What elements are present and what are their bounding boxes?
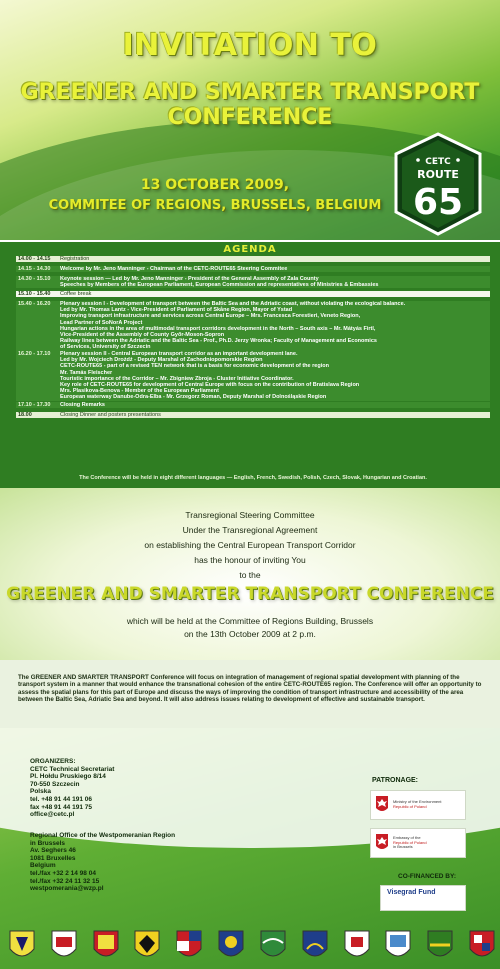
agenda-line: Vice-President of the Assembly of County Győr-Moson-Sopron: [60, 332, 225, 339]
agenda-line: Speeches by Members of the European Parliament, European Commission and representatives of Ministries & Embassies: [60, 282, 379, 289]
agenda-description: [58, 276, 490, 288]
invitation-section: [0, 488, 500, 660]
agenda-row: [16, 256, 490, 262]
logo-cetc-text: CETC: [425, 157, 451, 167]
agenda-line: Closing Remarks: [60, 402, 105, 408]
header-banner: [0, 0, 500, 240]
patron-ministry: [370, 790, 466, 820]
organizers-heading: ORGANIZERS:: [30, 758, 76, 765]
agenda-line: Coffee break: [60, 291, 92, 297]
invitation-line-2: Under the Transregional Agreement: [182, 525, 318, 535]
agenda-description: [58, 402, 490, 408]
patron-ministry-line2: Republic of Poland: [393, 804, 427, 809]
polish-eagle-icon: [375, 795, 389, 815]
organizer-line: Polska: [30, 788, 51, 796]
agenda-line: Railway lines between the Adriatic and the Baltic Sea - Prof., Ph.D. Jerzy Wronka; Faculty of Management and Economics: [60, 338, 377, 345]
agenda-line: Plenary session I - Development of transport between the Baltic Sea and the Adriatic coast, without violating the ecological balance.: [60, 301, 406, 307]
cofinanced-heading: CO-FINANCED BY:: [398, 873, 457, 880]
organizer-line: tel. +48 91 44 191 06: [30, 795, 92, 803]
agenda-time: 14.00 - 14.15: [18, 256, 51, 262]
logo-number-text: 65: [412, 182, 464, 223]
crest-icon: [175, 929, 203, 963]
regional-line: tel./fax +32 24 11 32 15: [30, 877, 100, 885]
event-date: 13 OCTOBER 2009,: [140, 177, 290, 193]
agenda-time: 18.00: [18, 412, 32, 418]
invitation-line-4: has the honour of inviting You: [194, 555, 306, 565]
agenda-line: Lead Partner of SoNorA Project: [60, 319, 143, 326]
agenda-row: [16, 402, 490, 408]
agenda-line: Led by Mr. Thomas Lantz - Vice-President of Parliament of Skåne Region, Mayor of Ystad: [60, 307, 293, 314]
crest-icon: [92, 929, 120, 963]
organizer-email: office@cetc.pl: [30, 811, 75, 819]
crest-icon: [50, 929, 78, 963]
agenda-line: Hungarian actions in the area of multimodal transport corridors development in the North – South axis – Mr. Mátyás Firtl,: [60, 325, 376, 332]
agenda-line: Mrs. Plasikova-Benova - Member of the European Parliament: [60, 388, 219, 395]
agenda-time: 15.40 - 16.20: [18, 301, 51, 307]
title-line-2: GREENER AND SMARTER TRANSPORT CONFERENCE: [20, 80, 480, 130]
agenda-title: AGENDA: [223, 244, 277, 255]
agenda-description: [58, 412, 490, 418]
organizers-block: [30, 758, 114, 819]
regional-line: Av. Seghers 46: [30, 847, 76, 855]
invitation-conference-title: GREENER AND SMARTER TRANSPORT CONFERENCE: [6, 584, 494, 604]
agenda-description: [58, 291, 490, 297]
regional-line: Belgium: [30, 862, 56, 870]
organizer-line: 70-550 Szczecin: [30, 780, 80, 788]
agenda-section: [0, 242, 500, 488]
invitation-line-7: on the 13th October 2009 at 2 p.m.: [184, 629, 316, 639]
crest-icon: [133, 929, 161, 963]
language-note: The Conference will be held in eight different languages — English, French, Swedish, Polish, Czech, Slovak, Hungarian and Croatian.: [79, 475, 427, 481]
agenda-line: Closing Dinner and posters presentations: [60, 412, 161, 418]
agenda-line: Keynote session — Led by Mr. Jeno Manninger - President of the General Assembly of Zala County: [60, 276, 319, 282]
agenda-line: Welcome by Mr. Jeno Manninger - Chairman of the CETC-ROUTE65 Steering Commitee: [60, 266, 288, 272]
crest-icon: [301, 929, 329, 963]
regional-line: Regional Office of the Westpomeranian Region: [30, 832, 176, 839]
visegrad-fund-logo: [380, 885, 466, 911]
route65-logo: [388, 132, 488, 236]
crest-icon: [259, 929, 287, 963]
patron-embassy: [370, 828, 466, 858]
agenda-line: Mr. Tamás Fleischer: [60, 369, 113, 376]
agenda-row: [16, 351, 490, 401]
invitation-line-6: which will be held at the Committee of Regions Building, Brussels: [126, 616, 374, 626]
agenda-line: Touristic importance of the Corridor – Mr. Zbigniew Zbroja - Cluster Initiative Coordinator.: [60, 375, 294, 382]
patron-embassy-line2: Republic of Poland: [393, 839, 427, 845]
agenda-line: Key role of CETC-ROUTE65 for development of Central Europe with focus on the contribution of Bratislava Region: [60, 382, 360, 389]
crest-icon: [468, 929, 496, 963]
agenda-description: [58, 256, 490, 262]
crest-icon: [343, 929, 371, 963]
invitation-line-1: Transregional Steering Committee: [185, 510, 315, 520]
organizer-line: fax +48 91 44 191 75: [30, 803, 92, 811]
agenda-row: [16, 301, 490, 351]
agenda-time: 17.10 - 17.30: [18, 402, 51, 408]
agenda-line: Registration: [60, 256, 90, 262]
agenda-description: [58, 266, 490, 272]
regional-office-block: [30, 832, 175, 893]
patron-ministry-line1: Ministry of the Environment: [393, 799, 442, 805]
regional-line: 1081 Bruxelles: [30, 854, 76, 862]
regional-line: tel./fax +32 2 14 98 04: [30, 869, 96, 877]
regional-email: westpomerania@wzp.pl: [30, 885, 104, 893]
crest-icon: [217, 929, 245, 963]
agenda-row: [16, 412, 490, 418]
agenda-description: [58, 301, 490, 351]
agenda-time: 14.30 - 15.10: [18, 276, 51, 282]
regional-crests-row: [8, 928, 496, 964]
agenda-line: Improving transport infrastructure and services across Central Europe – Mrs. Francesca Forestieri, Veneto Region,: [60, 313, 361, 320]
agenda-line: of Services, University of Szczecin: [60, 344, 151, 351]
organizer-line: CETC Technical Secretariat: [30, 765, 115, 773]
agenda-time: 14.15 - 14.30: [18, 266, 51, 272]
logo-route-text: ROUTE: [417, 168, 459, 181]
regional-line: in Brussels: [30, 839, 66, 847]
invitation-line-3: on establishing the Central European Transport Corridor: [144, 540, 356, 550]
patronage-heading: PATRONAGE:: [372, 777, 419, 784]
visegrad-fund-name: Visegrad Fund: [387, 889, 436, 896]
crest-icon: [384, 929, 412, 963]
agenda-time: 16.20 - 17.10: [18, 351, 51, 357]
footer-section: [0, 728, 500, 969]
invitation-line-5: to the: [239, 570, 261, 580]
agenda-description: [58, 351, 490, 401]
agenda-line: European waterway Danube-Odra-Elba - Mr. Grzegorz Roman, Deputy Marshal of Dolnośląskie Region: [60, 394, 327, 401]
patron-embassy-line1: Embassy of the: [393, 834, 421, 840]
agenda-line: Led by Mr. Wojciech Drożdż - Deputy Marshal of Zachodniopomorskie Region: [60, 357, 263, 364]
conference-description: The GREENER AND SMARTER TRANSPORT Conference will focus on integration of management of regional spatial development with planning of the transport system in a manner that would enhance the transnational cohesion of the entire CETC-ROUTE65 region. The Conference will offer an opportunity to assess the spatial plans for this part of Europe and discuss the ways of improving the condition of transport infrastructure and accessibility of the area between the Baltic Sea, Adriatic Sea and beyond. It will also address issues relating to development of effective and sustainable transport.: [0, 660, 500, 728]
crest-icon: [8, 929, 36, 963]
crest-icon: [426, 929, 454, 963]
polish-eagle-icon: [375, 833, 389, 853]
agenda-line: Plenary session II - Central European transport corridor as an important development lane.: [60, 351, 298, 357]
agenda-row: [16, 276, 490, 288]
agenda-line: CETC-ROUTE65 - part of a revised TEN network that is a basis for economic development of the region: [60, 363, 329, 370]
organizer-line: Pl. Hołdu Pruskiego 8/14: [30, 773, 106, 781]
agenda-row: [16, 266, 490, 272]
event-venue: COMMITEE OF REGIONS, BRUSSELS, BELGIUM: [48, 198, 382, 213]
patron-embassy-line3: in Brussels: [393, 844, 413, 850]
title-line-1: INVITATION TO: [122, 28, 378, 63]
agenda-time: 15.10 - 15.40: [18, 291, 51, 297]
agenda-row: [16, 291, 490, 297]
